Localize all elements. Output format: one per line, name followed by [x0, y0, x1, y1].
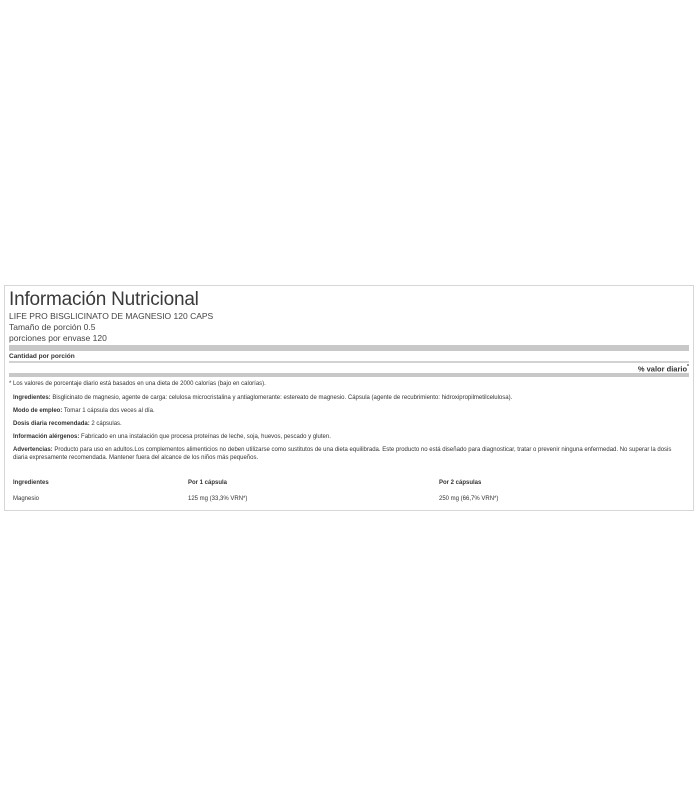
table-cell-ingredient: Magnesio: [13, 496, 40, 502]
info-text: Tomar 1 cápsula dos veces al día.: [62, 408, 155, 414]
nutrition-panel: [4, 285, 694, 511]
info-text: Bisglicinato de magnesio, agente de carga: celulosa microcristalina y antiaglomerante: estereato de magnesio. Cápsula (agente de recubrimiento: hidroxipropilmetilcelulosa).: [50, 395, 513, 401]
daily-value-asterisk: *: [687, 364, 689, 370]
info-warnings: [13, 446, 687, 462]
info-label: Modo de empleo:: [13, 408, 63, 414]
info-text: Producto para uso en adultos.Los complementos alimenticios no deben utilizarse como sustitutos de una dieta equilibrada. Este producto no está diseñado para diagnosticar, tratar o prevenir ninguna enfermedad. No superar la dosis diaria expresamente recomendada. Mantener fuera del alcance de los niños más pequeños.: [13, 447, 672, 461]
table-header-ingredients: Ingredientes: [13, 480, 49, 486]
info-label: Información alérgenos:: [13, 434, 80, 440]
product-name: LIFE PRO BISGLICINATO DE MAGNESIO 120 CAPS: [9, 311, 214, 321]
table-header-per-1: Por 1 cápsula: [188, 480, 228, 486]
table-header-per-2: Por 2 cápsulas: [439, 480, 482, 486]
divider-medium: [9, 373, 689, 377]
info-daily-dose: [13, 420, 687, 428]
info-text: 2 cápsulas.: [89, 421, 122, 427]
serving-size: Tamaño de porción 0.5: [9, 322, 96, 332]
info-text: Fabricado en una instalación que procesa proteínas de leche, soja, huevos, pescado y gluten.: [79, 434, 331, 440]
info-ingredients: [13, 394, 687, 402]
divider-thick: [9, 345, 689, 351]
page-title: Información Nutricional: [9, 289, 199, 310]
servings-per-container: porciones por envase 120: [9, 333, 107, 343]
info-usage: [13, 407, 687, 415]
daily-value-footnote: * Los valores de porcentaje diario está basados en una dieta de 2000 calorías (bajo en calorías).: [9, 381, 266, 387]
info-label: Ingredientes:: [13, 395, 51, 401]
table-cell-per-2: 250 mg (66,7% VRN*): [439, 496, 499, 502]
table-cell-per-1: 125 mg (33,3% VRN*): [188, 496, 248, 502]
info-label: Advertencias:: [13, 447, 53, 453]
daily-value-text: % valor diario: [637, 364, 688, 374]
info-allergens: [13, 433, 687, 441]
info-label: Dosis diaria recomendada:: [13, 421, 90, 427]
divider-thin: [9, 361, 689, 363]
amount-per-serving-label: Cantidad por porción: [9, 353, 75, 360]
serving-info: [9, 322, 107, 344]
